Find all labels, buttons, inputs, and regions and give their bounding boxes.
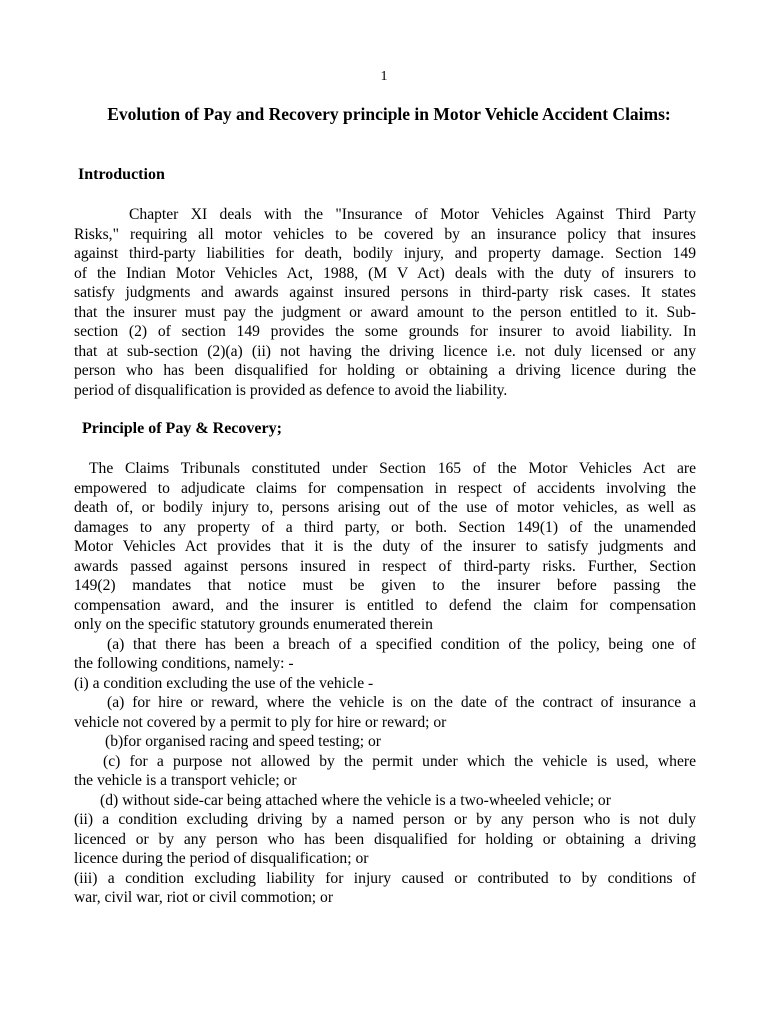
text-line: only on the specific statutory grounds enumerated therein bbox=[74, 616, 433, 633]
list-item: (a) that there has been a breach of a specified condition of the policy, being one of bbox=[107, 635, 696, 653]
principle-paragraph bbox=[74, 459, 696, 908]
text-line: against third-party liabilities for death, bodily injury, and property damage. Section 149 bbox=[74, 245, 696, 262]
list-item: (iii) a condition excluding liability for injury caused or contributed to by conditions of bbox=[74, 869, 696, 887]
document-title: Evolution of Pay and Recovery principle in Motor Vehicle Accident Claims: bbox=[107, 104, 671, 124]
text-line: of the Indian Motor Vehicles Act, 1988, (M V Act) deals with the duty of insurers to bbox=[74, 264, 696, 282]
section-heading-principle: Principle of Pay & Recovery; bbox=[82, 420, 282, 437]
text-line: period of disqualification is provided as defence to avoid the liability. bbox=[74, 381, 508, 399]
list-item: (ii) a condition excluding driving by a named person or by any person who is not duly bbox=[74, 811, 696, 828]
list-item: (c) for a purpose not allowed by the permit under which the vehicle is used, where bbox=[103, 752, 696, 770]
introduction-paragraph bbox=[74, 205, 696, 400]
text-line: Chapter XI deals with the "Insurance of Motor Vehicles Against Third Party bbox=[129, 206, 696, 223]
text-line: death of, or bodily injury to, persons arising out of the use of motor vehicles, as well as bbox=[74, 499, 696, 516]
text-line: Risks," requiring all motor vehicles to be covered by an insurance policy that insures bbox=[74, 225, 696, 243]
list-item: (d) without side-car being attached where the vehicle is a two-wheeled vehicle; or bbox=[100, 791, 611, 809]
text-line: awards passed against persons insured in respect of third-party risks. Further, Section bbox=[74, 557, 696, 575]
list-item: licenced or by any person who has been disqualified for holding or obtaining a driving bbox=[74, 830, 696, 848]
list-item: (a) for hire or reward, where the vehicle is on the date of the contract of insurance a bbox=[107, 694, 696, 711]
list-item: war, civil war, riot or civil commotion; or bbox=[74, 889, 334, 906]
list-item: the vehicle is a transport vehicle; or bbox=[74, 772, 297, 789]
text-line: section (2) of section 149 provides the some grounds for insurer to avoid liability. In bbox=[74, 323, 696, 340]
list-item: (b)for organised racing and speed testing; or bbox=[105, 733, 381, 750]
text-line: person who has been disqualified for holding or obtaining a driving licence during the bbox=[74, 362, 696, 379]
list-item: (i) a condition excluding the use of the vehicle - bbox=[74, 674, 374, 692]
text-line: that the insurer must pay the judgment or award amount to the person entitled to it. Sub- bbox=[74, 303, 696, 321]
text-line: Motor Vehicles Act provides that it is the duty of the insurer to satisfy judgments and bbox=[74, 538, 696, 555]
text-line: The Claims Tribunals constituted under Section 165 of the Motor Vehicles Act are bbox=[89, 460, 696, 477]
section-heading-introduction: Introduction bbox=[78, 166, 165, 183]
list-item: vehicle not covered by a permit to ply for hire or reward; or bbox=[74, 713, 447, 731]
page-number: 1 bbox=[380, 69, 388, 84]
text-line: 149(2) mandates that notice must be given to the insurer before passing the bbox=[74, 577, 696, 594]
text-line: that at sub-section (2)(a) (ii) not having the driving licence i.e. not duly licensed or any bbox=[74, 342, 696, 360]
text-line: satisfy judgments and awards against insured persons in third-party risk cases. It states bbox=[74, 284, 696, 301]
list-item: licence during the period of disqualification; or bbox=[74, 850, 369, 867]
text-line: compensation award, and the insurer is entitled to defend the claim for compensation bbox=[74, 596, 696, 614]
text-line: empowered to adjudicate claims for compensation in respect of accidents involving the bbox=[74, 479, 696, 497]
text-line: damages to any property of a third party, or both. Section 149(1) of the unamended bbox=[74, 518, 696, 536]
list-item: the following conditions, namely: - bbox=[74, 655, 294, 672]
